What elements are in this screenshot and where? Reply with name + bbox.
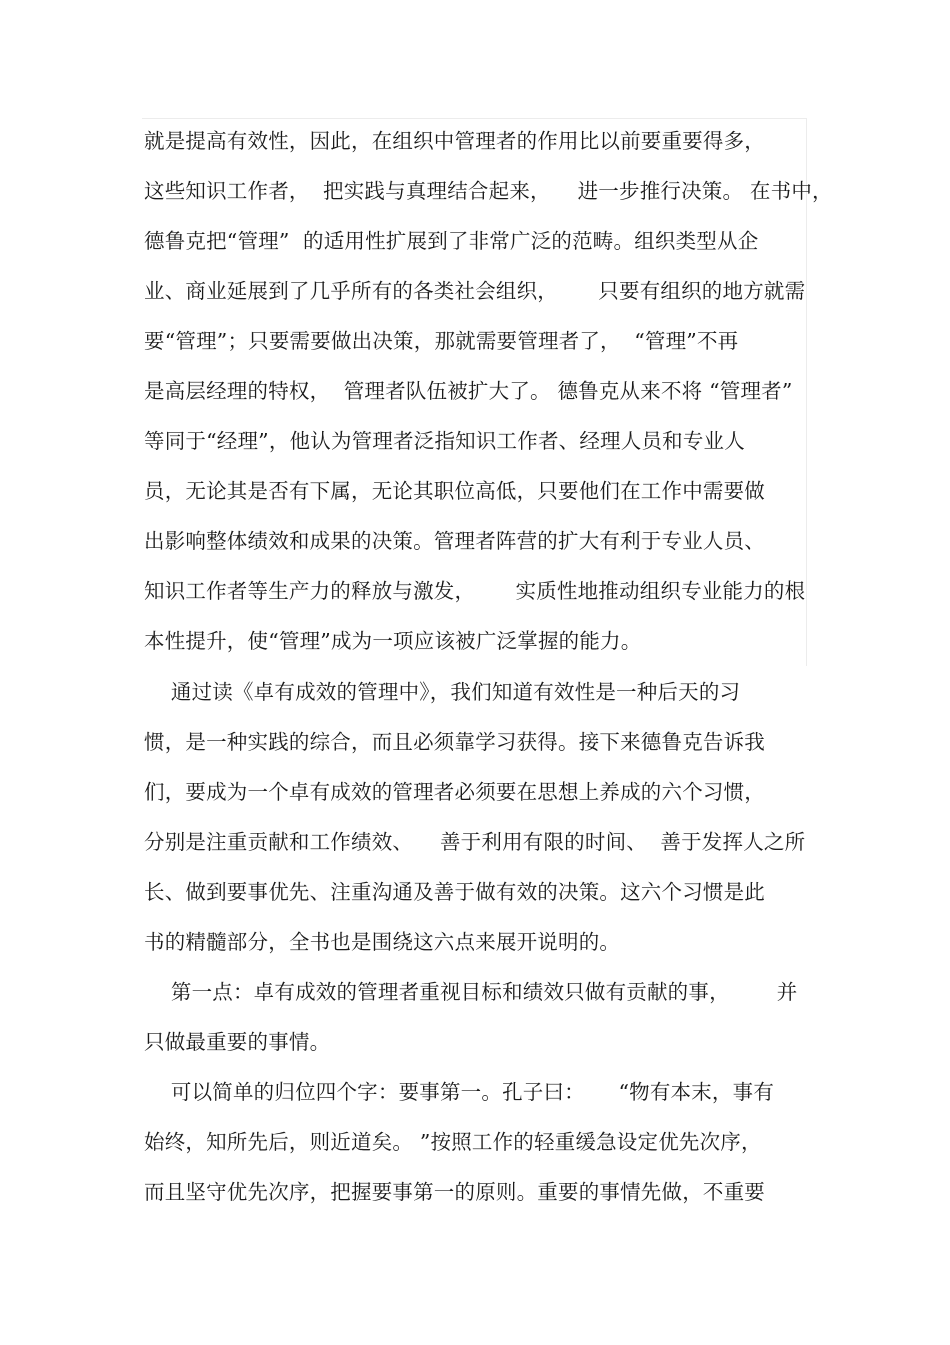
text-line: 就是提高有效性，因此，在组织中管理者的作用比以前要重要得多， [144,129,765,153]
text-line: 惯，是一种实践的综合，而且必须靠学习获得。接下来德鲁克告诉我 [144,730,765,754]
text-line: 知识工作者等生产力的释放与激发， 实质性地推动组织专业能力的根 [144,579,806,603]
text-line: 们，要成为一个卓有成效的管理者必须要在思想上养成的六个习惯， [144,780,765,804]
text-line: 德鲁克把“管理” 的适用性扩展到了非常广泛的范畴。组织类型从企 [144,229,759,253]
text-line: 是高层经理的特权， 管理者队伍被扩大了。 德鲁克从来不将 “管理者” [144,379,793,403]
text-line: 要“管理”；只要需要做出决策，那就需要管理者了， “管理”不再 [144,329,739,353]
text-line: 而且坚守优先次序，把握要事第一的原则。重要的事情先做，不重要 [144,1180,765,1204]
text-line: 本性提升，使“管理”成为一项应该被广泛掌握的能力。 [144,629,642,653]
text-line: 业、商业延展到了几乎所有的各类社会组织， 只要有组织的地方就需 [144,279,806,303]
text-line: 等同于“经理”，他认为管理者泛指知识工作者、经理人员和专业人 [144,429,745,453]
text-line: 这些知识工作者， 把实践与真理结合起来， 进一步推行决策。 在书中， [144,179,833,203]
text-line: 出影响整体绩效和成果的决策。管理者阵营的扩大有利于专业人员、 [144,529,765,553]
text-line: 通过读《卓有成效的管理中》，我们知道有效性是一种后天的习 [144,680,741,704]
text-line: 员，无论其是否有下属，无论其职位高低，只要他们在工作中需要做 [144,479,765,503]
text-line: 第一点：卓有成效的管理者重视目标和绩效只做有贡献的事， 并 [144,980,798,1004]
text-line: 可以简单的归位四个字：要事第一。孔子曰： “物有本末，事有 [144,1080,775,1104]
text-line: 书的精髓部分，全书也是围绕这六点来展开说明的。 [144,930,621,954]
text-line: 始终，知所先后，则近道矣。 ”按照工作的轻重缓急设定优先次序， [144,1130,762,1154]
text-line: 只做最重要的事情。 [144,1030,331,1054]
text-line: 分别是注重贡献和工作绩效、 善于利用有限的时间、 善于发挥人之所 [144,830,806,854]
text-line: 长、做到要事优先、注重沟通及善于做有效的决策。这六个习惯是此 [144,880,765,904]
